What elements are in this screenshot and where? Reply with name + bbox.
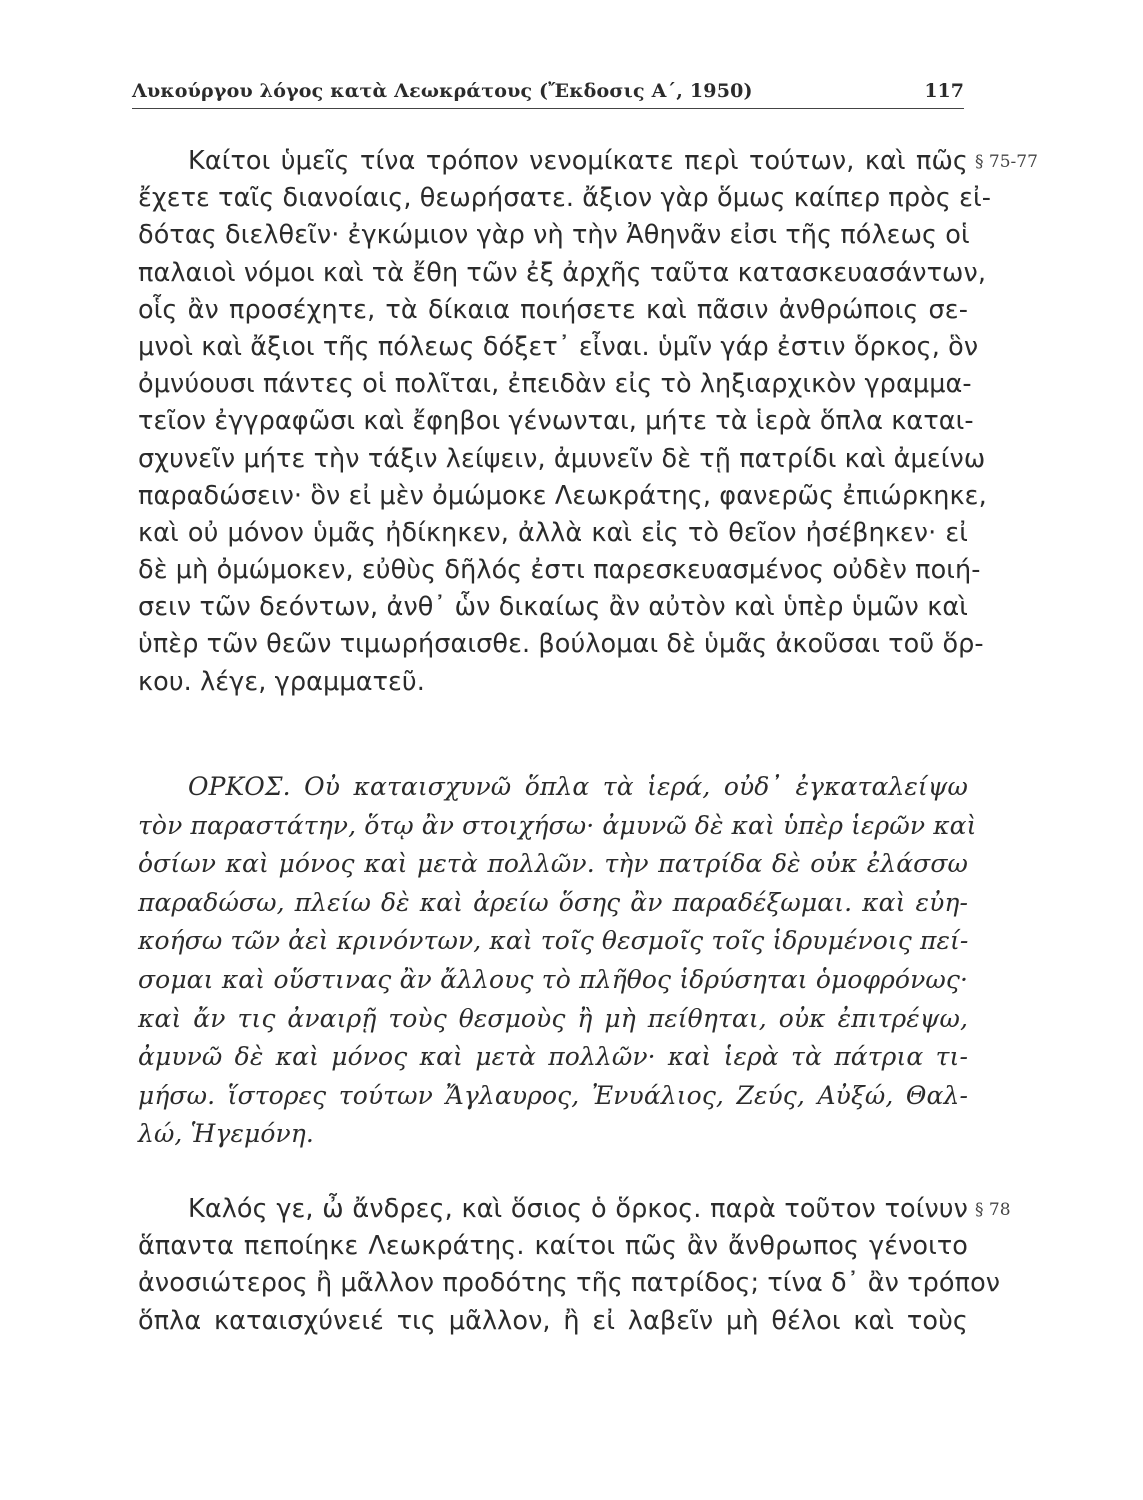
text-line: ὅπλα καταισχύνειέ τις μᾶλλον, ἢ εἰ λαβεῖν μὴ θέλοι καὶ τοὺς <box>138 1305 968 1336</box>
oath-line: ΟΡΚΟΣ. Οὐ καταισχυνῶ ὅπλα τὰ ἱερά, οὐδ᾽ ἐγκαταλείψω <box>188 772 968 801</box>
oath-line: τὸν παραστάτην, ὅτῳ ἂν στοιχήσω· ἀμυνῶ δὲ καὶ ὑπὲρ ἱερῶν καὶ <box>138 810 977 840</box>
oath-line: σομαι καὶ οὕστινας ἂν ἄλλους τὸ πλῆθος ἱδρύσηται ὁμοφρόνως· <box>138 964 968 994</box>
text-line: ἅπαντα πεποίηκε Λεωκράτης. καίτοι πῶς ἂν ἄνθρωπος γένοιτο <box>138 1231 968 1262</box>
text-line: δότας διελθεῖν· ἐγκώμιον γὰρ νὴ τὴν Ἀθηνᾶν εἰσι τῆς πόλεως οἱ <box>138 220 970 251</box>
oath-line: κοήσω τῶν ἀεὶ κρινόντων, καὶ τοῖς θεσμοῖς τοῖς ἱδρυμένοις πεί- <box>138 926 969 956</box>
text-line: δὲ μὴ ὀμώμοκεν, εὐθὺς δῆλός ἐστι παρεσκευασμένος οὐδὲν ποιή- <box>138 555 981 586</box>
text-line: μνοὶ καὶ ἄξιοι τῆς πόλεως δόξετ᾽ εἶναι. ὑμῖν γάρ ἐστιν ὅρκος, ὃν <box>138 331 979 362</box>
text-line: οἷς ἂν προσέχητε, τὰ δίκαια ποιήσετε καὶ πᾶσιν ἀνθρώποις σε- <box>138 294 968 325</box>
oath-line: ἀμυνῶ δὲ καὶ μόνος καὶ μετὰ πολλῶν· καὶ ἱερὰ τὰ πάτρια τι- <box>138 1042 968 1072</box>
oath-line: παραδώσω, πλείω δὲ καὶ ἀρείω ὅσης ἂν παραδέξωμαι. καὶ εὐη- <box>138 887 968 917</box>
text-line: σειν τῶν δεόντων, ἀνθ᾽ ὧν δικαίως ἂν αὐτὸν καὶ ὑπὲρ ὑμῶν καὶ <box>138 592 968 623</box>
oath-line: λώ, Ἡγεμόνη. <box>138 1119 314 1149</box>
margin-section-note: § 75-77 <box>975 152 1038 172</box>
text-line: καὶ οὐ μόνον ὑμᾶς ἠδίκηκεν, ἀλλὰ καὶ εἰς τὸ θεῖον ἠσέβηκεν· εἰ <box>138 517 968 548</box>
text-line: παλαιοὶ νόμοι καὶ τὰ ἔθη τῶν ἐξ ἀρχῆς ταῦτα κατασκευασάντων, <box>138 257 987 288</box>
margin-section-note: § 78 <box>975 1200 1011 1220</box>
text-line: ἔχετε ταῖς διανοίαις, θεωρήσατε. ἄξιον γὰρ ὅμως καίπερ πρὸς εἰ- <box>138 183 992 214</box>
header-title: Λυκούργου λόγος κατὰ Λεωκράτους (Ἔκδοσις Α΄, 1950) <box>132 80 753 102</box>
running-header <box>132 74 964 109</box>
text-line: Καλός γε, ὦ ἄνδρες, καὶ ὅσιος ὁ ὅρκος. παρὰ τοῦτον τοίνυν <box>188 1194 968 1224</box>
text-line: σχυνεῖν μήτε τὴν τάξιν λείψειν, ἀμυνεῖν δὲ τῇ πατρίδι καὶ ἀμείνω <box>138 443 986 474</box>
text-line: ὑπὲρ τῶν θεῶν τιμωρήσαισθε. βούλομαι δὲ ὑμᾶς ἀκοῦσαι τοῦ ὅρ- <box>138 629 984 660</box>
oath-line: ὁσίων καὶ μόνος καὶ μετὰ πολλῶν. τὴν πατρίδα δὲ οὐκ ἐλάσσω <box>138 849 968 879</box>
page-number: 117 <box>924 80 964 102</box>
text-line: τεῖον ἐγγραφῶσι καὶ ἔφηβοι γένωνται, μήτε τὰ ἱερὰ ὅπλα καται- <box>138 406 974 437</box>
text-line: κου. λέγε, γραμματεῦ. <box>138 666 425 697</box>
text-line: ὀμνύουσι πάντες οἱ πολῖται, ἐπειδὰν εἰς τὸ ληξιαρχικὸν γραμμα- <box>138 369 972 400</box>
paragraph-1 <box>138 143 992 701</box>
text-line: ἀνοσιώτερος ἢ μᾶλλον προδότης τῆς πατρίδος; τίνα δ᾽ ἂν τρόπον <box>138 1268 1001 1299</box>
oath-text <box>138 768 977 1154</box>
text-line: παραδώσειν· ὃν εἰ μὲν ὀμώμοκε Λεωκράτης, φανερῶς ἐπιώρκηκε, <box>138 480 987 511</box>
text-line: Καίτοι ὑμεῖς τίνα τρόπον νενομίκατε περὶ τούτων, καὶ πῶς <box>188 146 968 176</box>
oath-line: καὶ ἄν τις ἀναιρῇ τοὺς θεσμοὺς ἢ μὴ πείθηται, οὐκ ἐπιτρέψω, <box>138 1003 968 1033</box>
oath-line: μήσω. ἵστορες τούτων Ἄγλαυρος, Ἐνυάλιος, Ζεύς, Αὐξώ, Θαλ- <box>138 1080 968 1110</box>
